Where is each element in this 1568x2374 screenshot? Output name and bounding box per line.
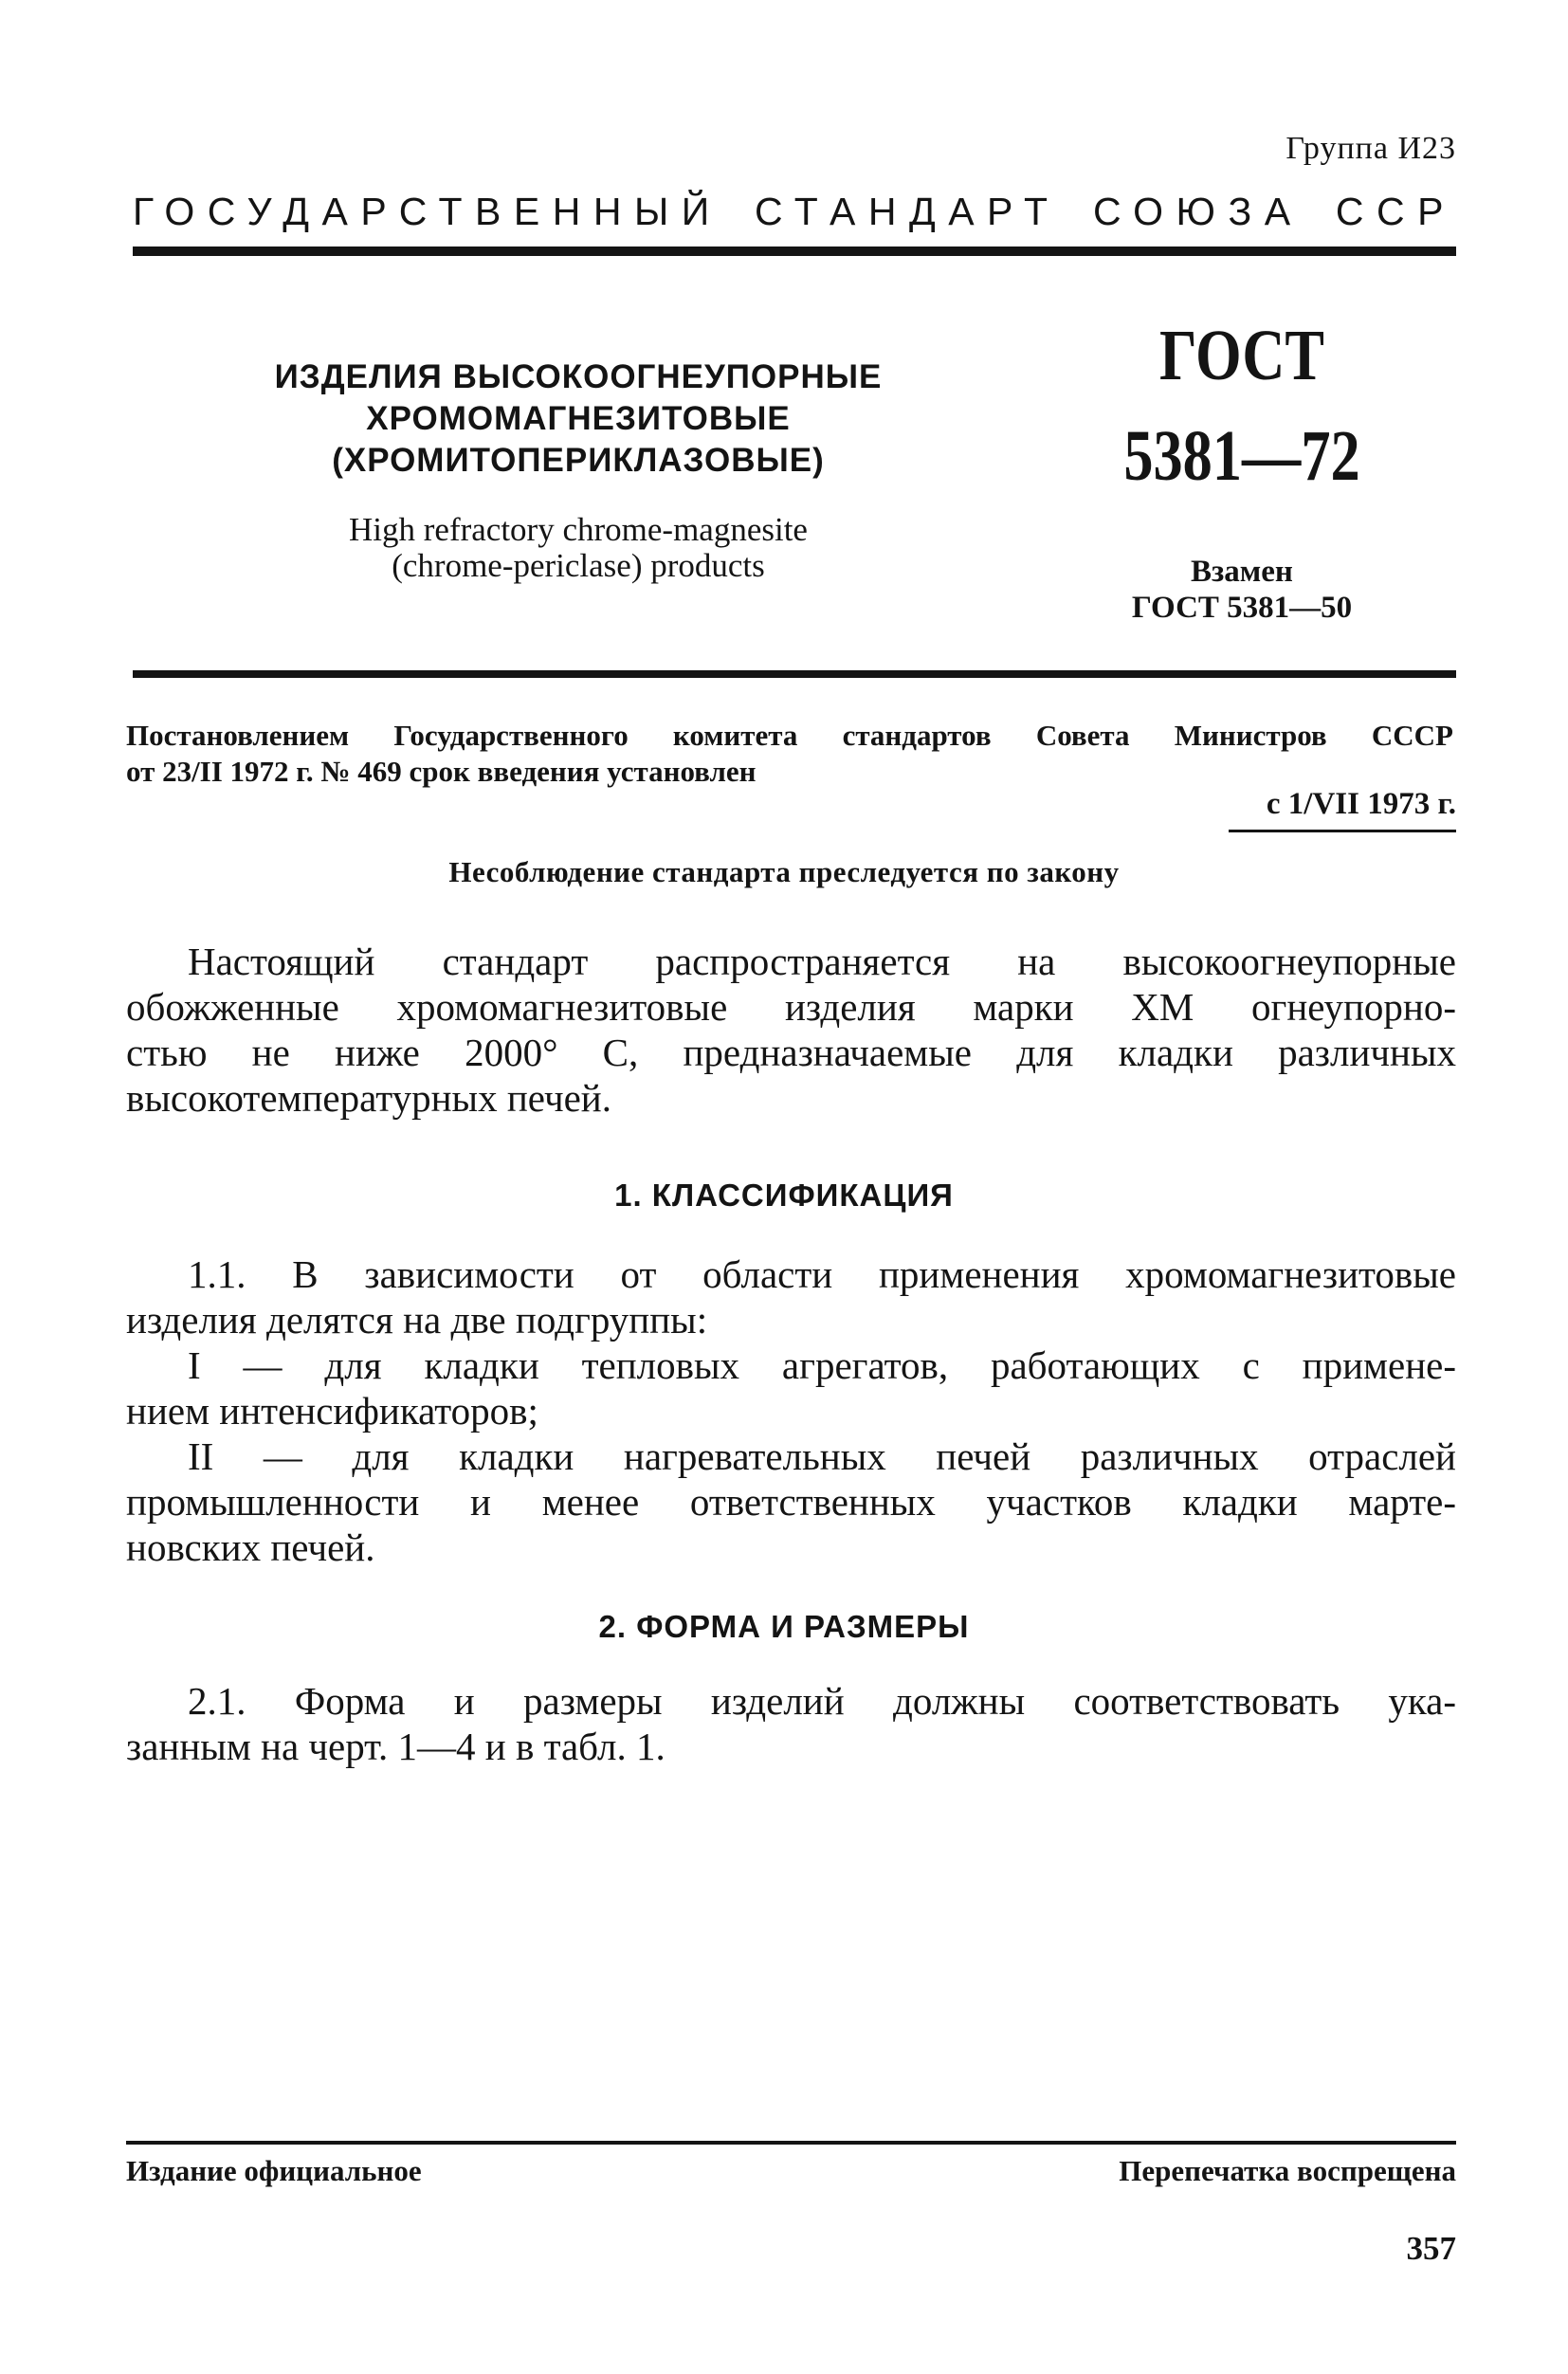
section-1-line: промышленности и менее ответственных участков кладки марте-: [126, 1480, 1456, 1524]
section-1-line: II — для кладки нагревательных печей различных отраслей: [188, 1434, 1456, 1478]
section-1-line: новских печей.: [126, 1525, 375, 1569]
decree-line-2: от 23/II 1972 г. № 469 срок введения установлен: [126, 755, 757, 788]
gost-label: ГОСТ: [1159, 316, 1324, 395]
intro-line: высокотемпературных печей.: [126, 1076, 611, 1120]
replaces-value: ГОСТ 5381—50: [1131, 591, 1353, 625]
group-code: Группа И23: [1285, 131, 1456, 166]
section-2-body: [126, 1678, 1456, 1769]
title-ru-line-2: ХРОМОМАГНЕЗИТОВЫЕ: [366, 400, 791, 437]
title-ru-line-1: ИЗДЕЛИЯ ВЫСОКООГНЕУПОРНЫЕ: [274, 358, 883, 395]
intro-paragraph: [126, 939, 1456, 1121]
section-2-line: 2.1. Форма и размеры изделий должны соответствовать ука-: [188, 1679, 1456, 1723]
gost-designation: [1081, 313, 1403, 626]
section-1-line: нием интенсификаторов;: [126, 1389, 538, 1433]
title-russian: [218, 356, 939, 482]
title-ru-line-3: (ХРОМИТОПЕРИКЛАЗОВЫЕ): [332, 442, 825, 479]
decree-paragraph: [126, 718, 1453, 790]
gost-number: 5381—72: [1123, 416, 1360, 496]
title-en-line-1: High refractory chrome-magnesite: [349, 511, 808, 548]
section-1-body: [126, 1251, 1456, 1570]
section-1-line: I — для кладки тепловых агрегатов, работающих с примене-: [188, 1343, 1456, 1387]
header-rule: [133, 247, 1456, 256]
page-number: 357: [1406, 2230, 1456, 2267]
noncompliance-notice: Несоблюдение стандарта преследуется по закону: [448, 855, 1120, 888]
replaces-label: Взамен: [1191, 555, 1293, 589]
section-1-heading: 1. КЛАССИФИКАЦИЯ: [614, 1178, 954, 1213]
title-en-line-2: (chrome-periclase) products: [392, 547, 765, 584]
intro-line: стью не ниже 2000° С, предназначаемые для кладки различных: [126, 1031, 1456, 1074]
reprint-prohibited-note: Перепечатка воспрещена: [1119, 2154, 1456, 2187]
section-2-heading: 2. ФОРМА И РАЗМЕРЫ: [598, 1609, 970, 1644]
intro-line: Настоящий стандарт распространяется на высокоогнеупорные: [188, 940, 1456, 983]
intro-line: обожженные хромомагнезитовые изделия марки ХМ огнеупорно-: [126, 985, 1456, 1029]
footer-rule: [126, 2141, 1456, 2145]
decree-line-1: Постановлением Государственного комитета стандартов Совета Министров СССР: [126, 719, 1453, 752]
section-1-line: 1.1. В зависимости от области применения хромомагнезитовые: [188, 1252, 1456, 1296]
effective-date: с 1/VII 1973 г.: [1229, 787, 1456, 832]
standard-union-header: ГОСУДАРСТВЕННЫЙ СТАНДАРТ СОЮЗА ССР: [133, 190, 1456, 233]
title-english: [218, 512, 939, 584]
title-rule: [133, 670, 1456, 678]
official-edition-note: Издание официальное: [126, 2154, 422, 2187]
section-2-line: занным на черт. 1—4 и в табл. 1.: [126, 1725, 665, 1768]
section-1-line: изделия делятся на две подгруппы:: [126, 1298, 708, 1342]
